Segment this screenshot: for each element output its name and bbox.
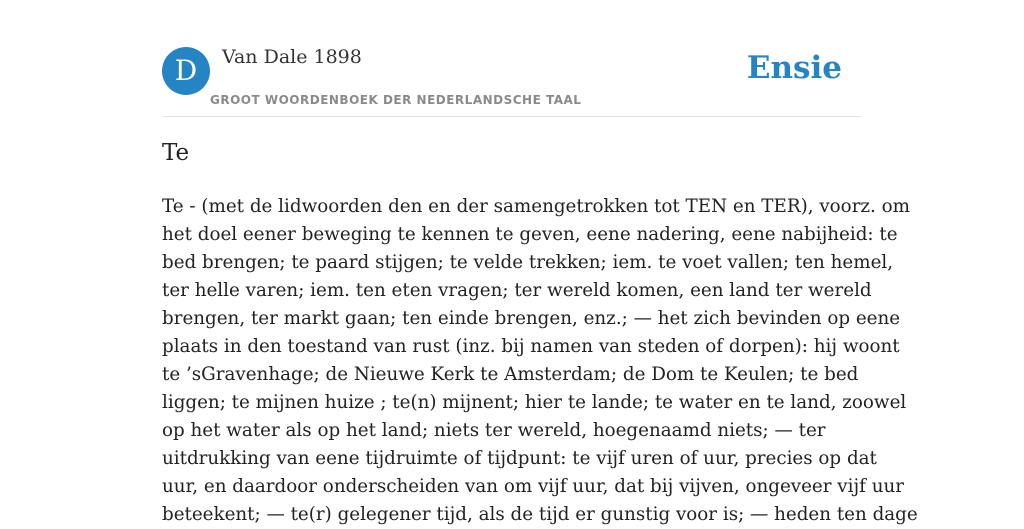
ensie-brand-link[interactable]: Ensie bbox=[746, 50, 842, 86]
definition-line: bed brengen; te paard stijgen; te velde trekken; iem. te voet vallen; ten hemel, bbox=[162, 252, 894, 273]
dictionary-subtitle: GROOT WOORDENBOEK DER NEDERLANDSCHE TAAL bbox=[210, 93, 582, 107]
definition-line: op het water als op het land; niets ter wereld, hoegenaamd niets; — ter bbox=[162, 420, 826, 441]
definition-line: brengen, ter markt gaan; ten einde brengen, enz.; — het zich bevinden op eene bbox=[162, 308, 901, 329]
definition-line: uur, en daardoor onderscheiden van om vijf uur, dat bij vijven, ongeveer vijf uur bbox=[162, 476, 904, 497]
definition-line: liggen; te mijnen huize ; te(n) mijnent; hier te lande; te water en te land, zoowel bbox=[162, 392, 907, 413]
entry-definition bbox=[162, 193, 918, 529]
definition-line: beteekent; — te(r) gelegener tijd, als de tijd er gunstig voor is; — heden ten dage bbox=[162, 504, 918, 525]
definition-line: te ’sGravenhage; de Nieuwe Kerk te Amsterdam; de Dom te Keulen; te bed bbox=[162, 364, 859, 385]
definition-line: uitdrukking van eene tijdruimte of tijdpunt: te vijf uren of uur, precies op dat bbox=[162, 448, 877, 469]
entry-headword: Te bbox=[162, 140, 190, 166]
definition-line: ter helle varen; iem. ten eten vragen; ter wereld komen, een land ter wereld bbox=[162, 280, 872, 301]
site-header bbox=[162, 46, 862, 117]
definition-line: plaats in den toestand van rust (inz. bij namen van steden of dorpen): hij woont bbox=[162, 336, 900, 357]
definition-line: Te - (met de lidwoorden den en der samengetrokken tot TEN en TER), voorz. om bbox=[162, 196, 911, 217]
dictionary-title[interactable]: Van Dale 1898 bbox=[222, 46, 362, 68]
dictionary-logo[interactable]: D bbox=[162, 47, 210, 95]
definition-line: het doel eener beweging te kennen te geven, eene nadering, eene nabijheid: te bbox=[162, 224, 898, 245]
